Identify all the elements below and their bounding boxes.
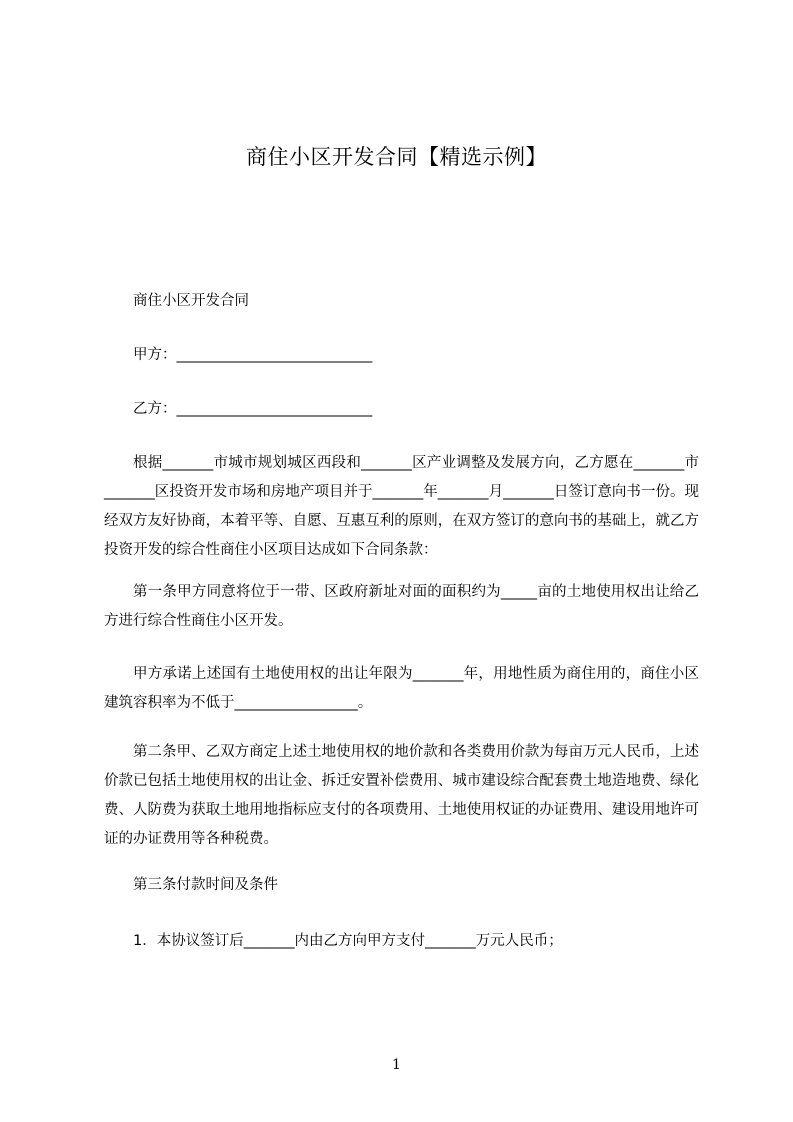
contract-body <box>104 287 699 316</box>
paragraph-preamble: 根据_______市城市规划城区西段和_______区产业调整及发展方向，乙方愿在_______市_______区投资开发市场和房地产项目并于_______年_______月_______日签订意向书一份。现经双方友好协商，本着平等、自愿、互惠互利的原则，在双方签订的意向书的基础上，就乙方投资开发的综合性商住小区项目达成如下合同条款： <box>104 455 699 558</box>
article-3-item-1-block <box>104 927 699 956</box>
article-2-block <box>104 738 699 854</box>
paragraph-article-1-commitment: 甲方承诺上述国有土地使用权的出让年限为_______年，用地性质为商住用的，商住小区建筑容积率为不低于_________________。 <box>104 666 699 711</box>
paragraph-article-2: 第二条甲、乙双方商定上述土地使用权的地价款和各类费用价款为每亩万元人民币，上述价款已包括土地使用权的出让金、拆迁安置补偿费用、城市建设综合配套费土地造地费、绿化费、人防费为获取土地用地指标应支付的各项费用、土地使用权证的办证费用、建设用地许可证的办证费用等各种税费。 <box>104 744 699 847</box>
paragraph-article-1: 第一条甲方同意将位于一带、区政府新址对面的面积约为_____亩的土地使用权出让给乙方进行综合性商住小区开发。 <box>104 584 699 629</box>
preamble-block <box>104 449 699 565</box>
paragraph-party-b: 乙方：___________________________ <box>133 401 373 417</box>
article-1-commitment-block <box>104 660 699 718</box>
paragraph-article-3-item-1: 1．本协议签订后_______内由乙方向甲方支付_______万元人民币； <box>133 933 563 949</box>
paragraph-contract-name: 商住小区开发合同 <box>133 293 249 309</box>
paragraph-article-3-heading: 第三条付款时间及条件 <box>133 877 278 893</box>
article-3-block <box>104 871 699 900</box>
page-number: 1 <box>392 1057 401 1073</box>
party-b-block <box>104 395 699 424</box>
document-title: 商住小区开发合同【精选示例】 <box>246 145 547 169</box>
party-a-block <box>104 341 699 370</box>
paragraph-party-a: 甲方：___________________________ <box>133 347 373 363</box>
article-1-block <box>104 578 699 636</box>
